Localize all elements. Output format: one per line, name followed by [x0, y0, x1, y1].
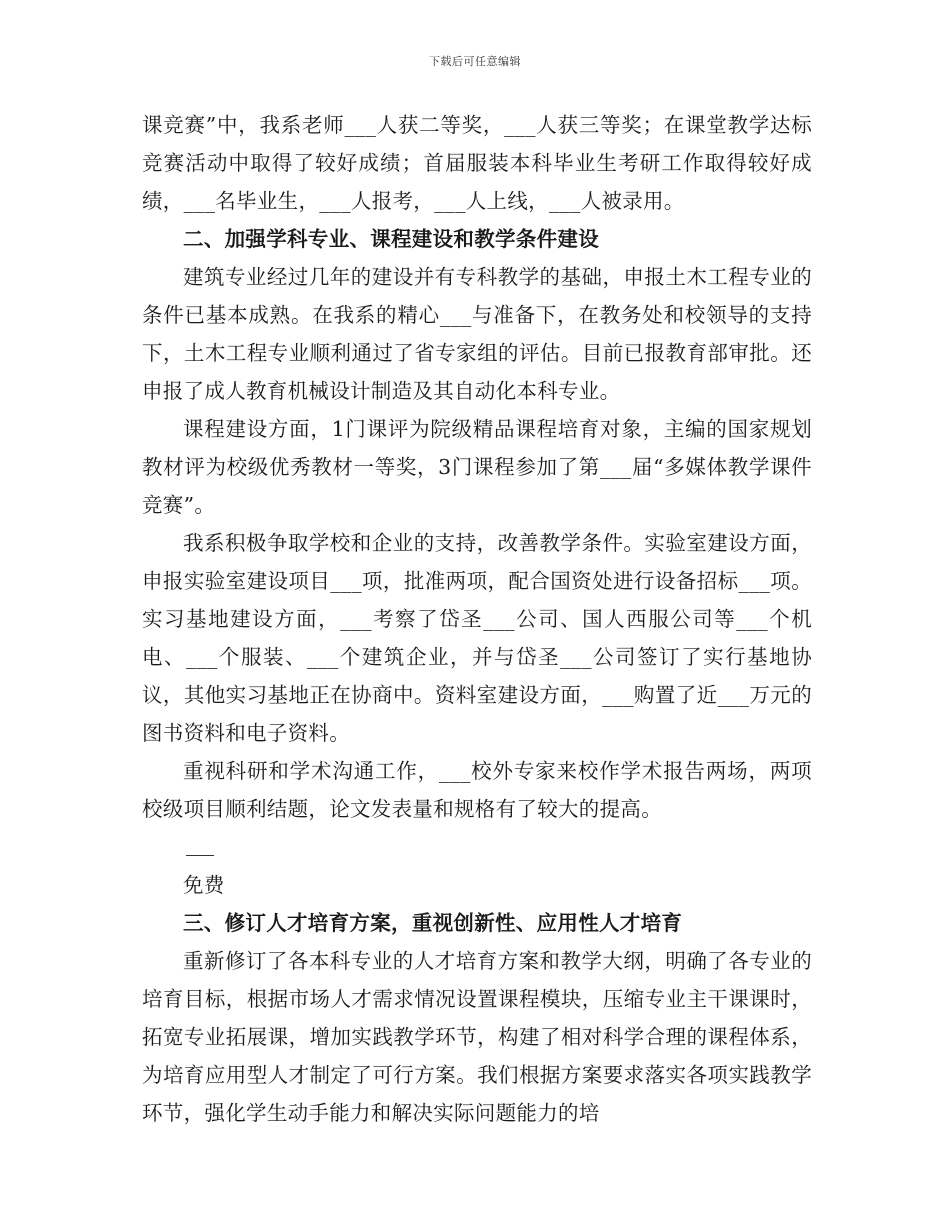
- page-header-note: 下载后可任意编辑: [429, 55, 521, 68]
- document-body: [142, 106, 812, 1132]
- paragraph-competition-results: 课竞赛”中，我系老师___人获二等奖，___人获三等奖；在课堂教学达标竞赛活动中取得了较好成绩；首届服装本科毕业生考研工作取得较好成绩，___名毕业生，___人报考，___人上线，___人被录用。: [142, 113, 812, 213]
- paragraph-course-building: 课程建设方面，1门课评为院级精品课程培育对象，主编的国家规划教材评为校级优秀教材一等奖，3门课程参加了第___届“多媒体教学课件竞赛”。: [142, 417, 812, 517]
- paragraph-civil-engineering: 建筑专业经过几年的建设并有专科教学的基础，申报土木工程专业的条件已基本成熟。在我系的精心___与准备下，在教务处和校领导的支持下，土木工程专业顺利通过了省专家组的评估。目前已报教育部审批。还申报了成人教育机械设计制造及其自动化本科专业。: [142, 265, 812, 403]
- separator: [142, 828, 812, 866]
- section-heading-3: 三、修订人才培育方案，重视创新性、应用性人才培育: [183, 911, 683, 935]
- free-label: 免费: [183, 873, 225, 897]
- short-divider-line: [186, 855, 214, 856]
- paragraph-research-exchange: 重视科研和学术沟通工作，___校外专家来校作学术报告两场，两项校级项目顺利结题，论文发表量和规格有了较大的提高。: [142, 759, 812, 821]
- section-heading-2: 二、加强学科专业、课程建设和教学条件建设: [183, 227, 599, 251]
- paragraph-training-plan: 重新修订了各本科专业的人才培育方案和教学大纲，明确了各专业的培育目标，根据市场人才需求情况设置课程模块，压缩专业主干课课时，拓宽专业拓展课，增加实践教学环节，构建了相对科学合理的课程体系，为培育应用型人才制定了可行方案。我们根据方案要求落实各项实践教学环节，强化学生动手能力和解决实际问题能力的培: [142, 949, 812, 1125]
- paragraph-teaching-conditions: 我系积极争取学校和企业的支持，改善教学条件。实验室建设方面，申报实验室建设项目___项，批准两项，配合国资处进行设备招标___项。实习基地建设方面，___考察了岱圣___公司、国人西服公司等___个机电、___个服装、___个建筑企业，并与岱圣___公司签订了实行基地协议，其他实习基地正在协商中。资料室建设方面，___购置了近___万元的图书资料和电子资料。: [142, 531, 812, 745]
